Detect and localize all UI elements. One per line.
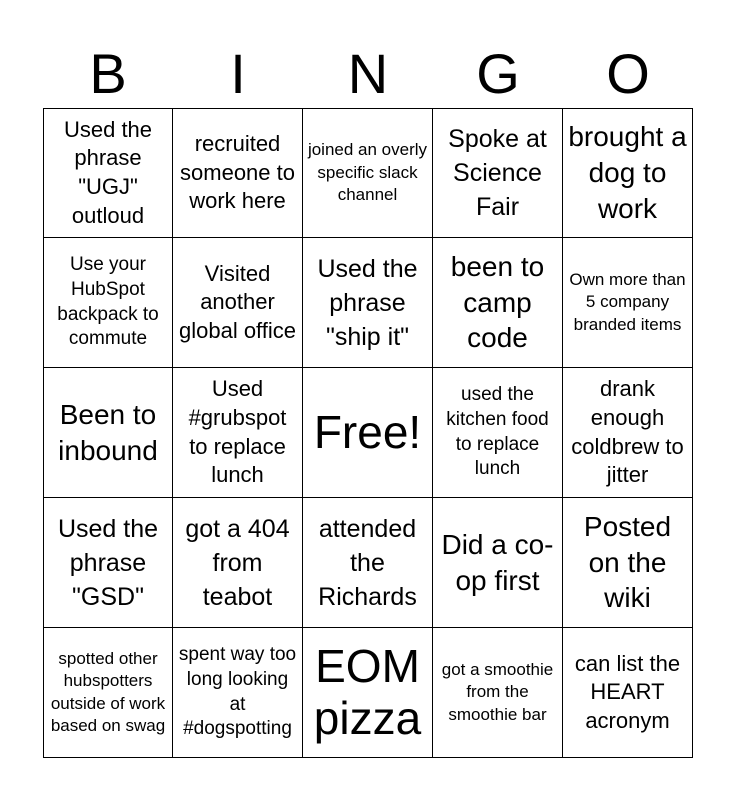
bingo-cell[interactable] — [433, 498, 563, 628]
bingo-cell[interactable] — [173, 498, 303, 628]
cell-text: EOM pizza — [313, 639, 422, 744]
bingo-cell[interactable] — [433, 368, 563, 498]
cell-text: can list the HEART acronym — [574, 650, 681, 733]
bingo-cell[interactable] — [43, 108, 173, 238]
bingo-cell[interactable] — [563, 498, 693, 628]
bingo-header — [43, 40, 693, 108]
bingo-cell[interactable] — [563, 628, 693, 758]
cell-text: been to camp code — [450, 250, 545, 354]
cell-text: spotted other hubspotters outside of work based on swag — [50, 648, 166, 735]
cell-text: Use your HubSpot backpack to commute — [57, 254, 159, 350]
bingo-cell[interactable] — [563, 108, 693, 238]
cell-text: Visited another global office — [178, 260, 296, 343]
cell-text: attended the Richards — [318, 514, 417, 611]
cell-text: Used #grubspot to replace lunch — [188, 376, 287, 488]
bingo-cell[interactable] — [173, 108, 303, 238]
header-letter-o: O — [606, 42, 650, 105]
cell-text: Used the phrase "GSD" — [57, 514, 159, 611]
cell-text: Spoke at Science Fair — [448, 125, 547, 221]
cell-text: drank enough coldbrew to jitter — [571, 376, 684, 488]
header-letter-g: G — [476, 42, 520, 105]
cell-text: brought a dog to work — [568, 121, 687, 224]
bingo-cell[interactable] — [303, 628, 433, 758]
bingo-cell[interactable] — [303, 238, 433, 368]
cell-text: Been to inbound — [58, 398, 158, 466]
cell-text: Used the phrase "ship it" — [317, 254, 418, 351]
cell-text: got a 404 from teabot — [185, 514, 290, 611]
bingo-cell[interactable] — [43, 498, 173, 628]
cell-text: used the kitchen food to replace lunch — [446, 384, 549, 480]
cell-text: joined an overly specific slack channel — [307, 140, 428, 205]
cell-text: Posted on the wiki — [583, 510, 672, 614]
cell-text: spent way too long looking at #dogspotting — [178, 644, 297, 740]
bingo-cell[interactable] — [173, 368, 303, 498]
cell-text: got a smoothie from the smoothie bar — [441, 659, 554, 724]
header-letter-b: B — [89, 42, 127, 105]
cell-text: recruited someone to work here — [180, 131, 295, 214]
header-letter-i: I — [230, 42, 246, 105]
cell-text: Own more than 5 company branded items — [569, 269, 686, 334]
bingo-cell[interactable] — [43, 368, 173, 498]
bingo-cell[interactable] — [173, 628, 303, 758]
cell-text: Used the phrase "UGJ" outloud — [63, 116, 153, 228]
bingo-cell[interactable] — [173, 238, 303, 368]
bingo-cell[interactable] — [303, 498, 433, 628]
bingo-cell[interactable] — [43, 628, 173, 758]
cell-text: Did a co-op first — [441, 528, 554, 596]
bingo-board — [43, 108, 693, 758]
bingo-cell[interactable] — [303, 108, 433, 238]
bingo-cell[interactable] — [433, 628, 563, 758]
bingo-cell[interactable] — [43, 238, 173, 368]
header-letter-n: N — [347, 42, 389, 105]
bingo-cell[interactable] — [563, 238, 693, 368]
free-space-cell[interactable] — [303, 368, 433, 498]
bingo-cell[interactable] — [433, 108, 563, 238]
bingo-cell[interactable] — [433, 238, 563, 368]
bingo-cell[interactable] — [563, 368, 693, 498]
cell-text: Free! — [313, 406, 422, 459]
